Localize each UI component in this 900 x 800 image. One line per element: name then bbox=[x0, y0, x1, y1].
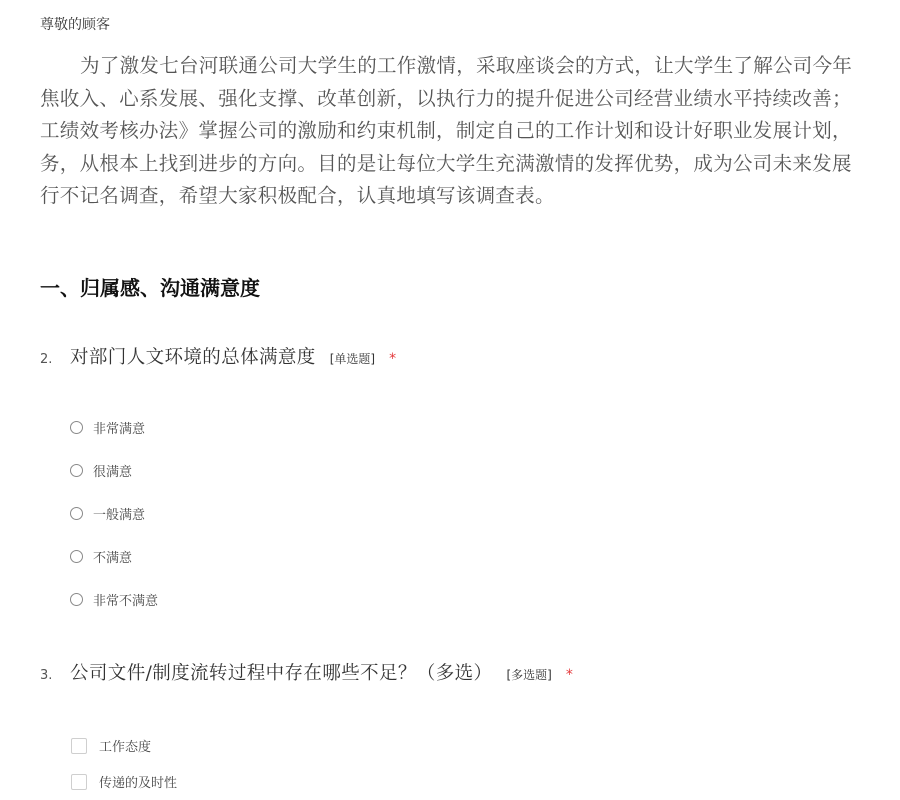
checkbox[interactable] bbox=[71, 738, 87, 754]
radio-option[interactable] bbox=[70, 418, 145, 437]
radio-option[interactable] bbox=[70, 504, 145, 523]
radio-option[interactable] bbox=[70, 461, 132, 480]
radio-option[interactable] bbox=[70, 590, 158, 609]
option-label[interactable]: 非常满意 bbox=[93, 422, 146, 437]
radio-button[interactable] bbox=[70, 421, 83, 434]
option-label[interactable]: 非常不满意 bbox=[93, 594, 159, 609]
intro-line: 工绩效考核办法》掌握公司的激励和约束机制，制定自己的工作计划和设计好职业发展计划， bbox=[40, 119, 852, 142]
question-3-header bbox=[40, 659, 573, 685]
intro-paragraph bbox=[40, 50, 900, 213]
radio-button[interactable] bbox=[70, 507, 83, 520]
question-type-label: [单选题] bbox=[329, 352, 376, 366]
intro-line: 为了激发七台河联通公司大学生的工作激情，采取座谈会的方式，让大学生了解公司今年 bbox=[80, 54, 853, 77]
question-title: 对部门人文环境的总体满意度 bbox=[70, 347, 316, 368]
option-label[interactable]: 工作态度 bbox=[99, 740, 152, 755]
checkbox-option[interactable] bbox=[70, 772, 177, 791]
intro-line: 务，从根本上找到进步的方向。目的是让每位大学生充满激情的发挥优势，成为公司未来发展 bbox=[40, 151, 852, 175]
checkbox[interactable] bbox=[71, 774, 87, 790]
option-label[interactable]: 传递的及时性 bbox=[99, 776, 178, 791]
question-number: 2. bbox=[40, 352, 53, 367]
question-2-header bbox=[40, 343, 396, 369]
question-type-label: [多选题] bbox=[506, 668, 552, 682]
radio-button[interactable] bbox=[70, 593, 83, 606]
radio-button[interactable] bbox=[70, 550, 83, 563]
question-title: 公司文件/制度流转过程中存在哪些不足？（多选） bbox=[70, 663, 493, 684]
option-label[interactable]: 一般满意 bbox=[93, 508, 146, 523]
section-title: 一、归属感、沟通满意度 bbox=[40, 276, 260, 300]
required-marker: * bbox=[389, 351, 397, 367]
radio-button[interactable] bbox=[70, 464, 83, 477]
intro-line: 行不记名调查，希望大家积极配合，认真地填写该调查表。 bbox=[40, 184, 555, 207]
checkbox-option[interactable] bbox=[70, 736, 151, 755]
radio-option[interactable] bbox=[70, 547, 132, 566]
option-label[interactable]: 不满意 bbox=[93, 551, 133, 566]
question-number: 3. bbox=[40, 668, 53, 683]
required-marker: * bbox=[565, 667, 573, 683]
intro-line: 焦收入、心系发展、强化支撑、改革创新，以执行力的提升促进公司经营业绩水平持续改善； bbox=[40, 86, 852, 110]
option-label[interactable]: 很满意 bbox=[93, 465, 133, 480]
greeting-text: 尊敬的顾客 bbox=[40, 17, 110, 33]
